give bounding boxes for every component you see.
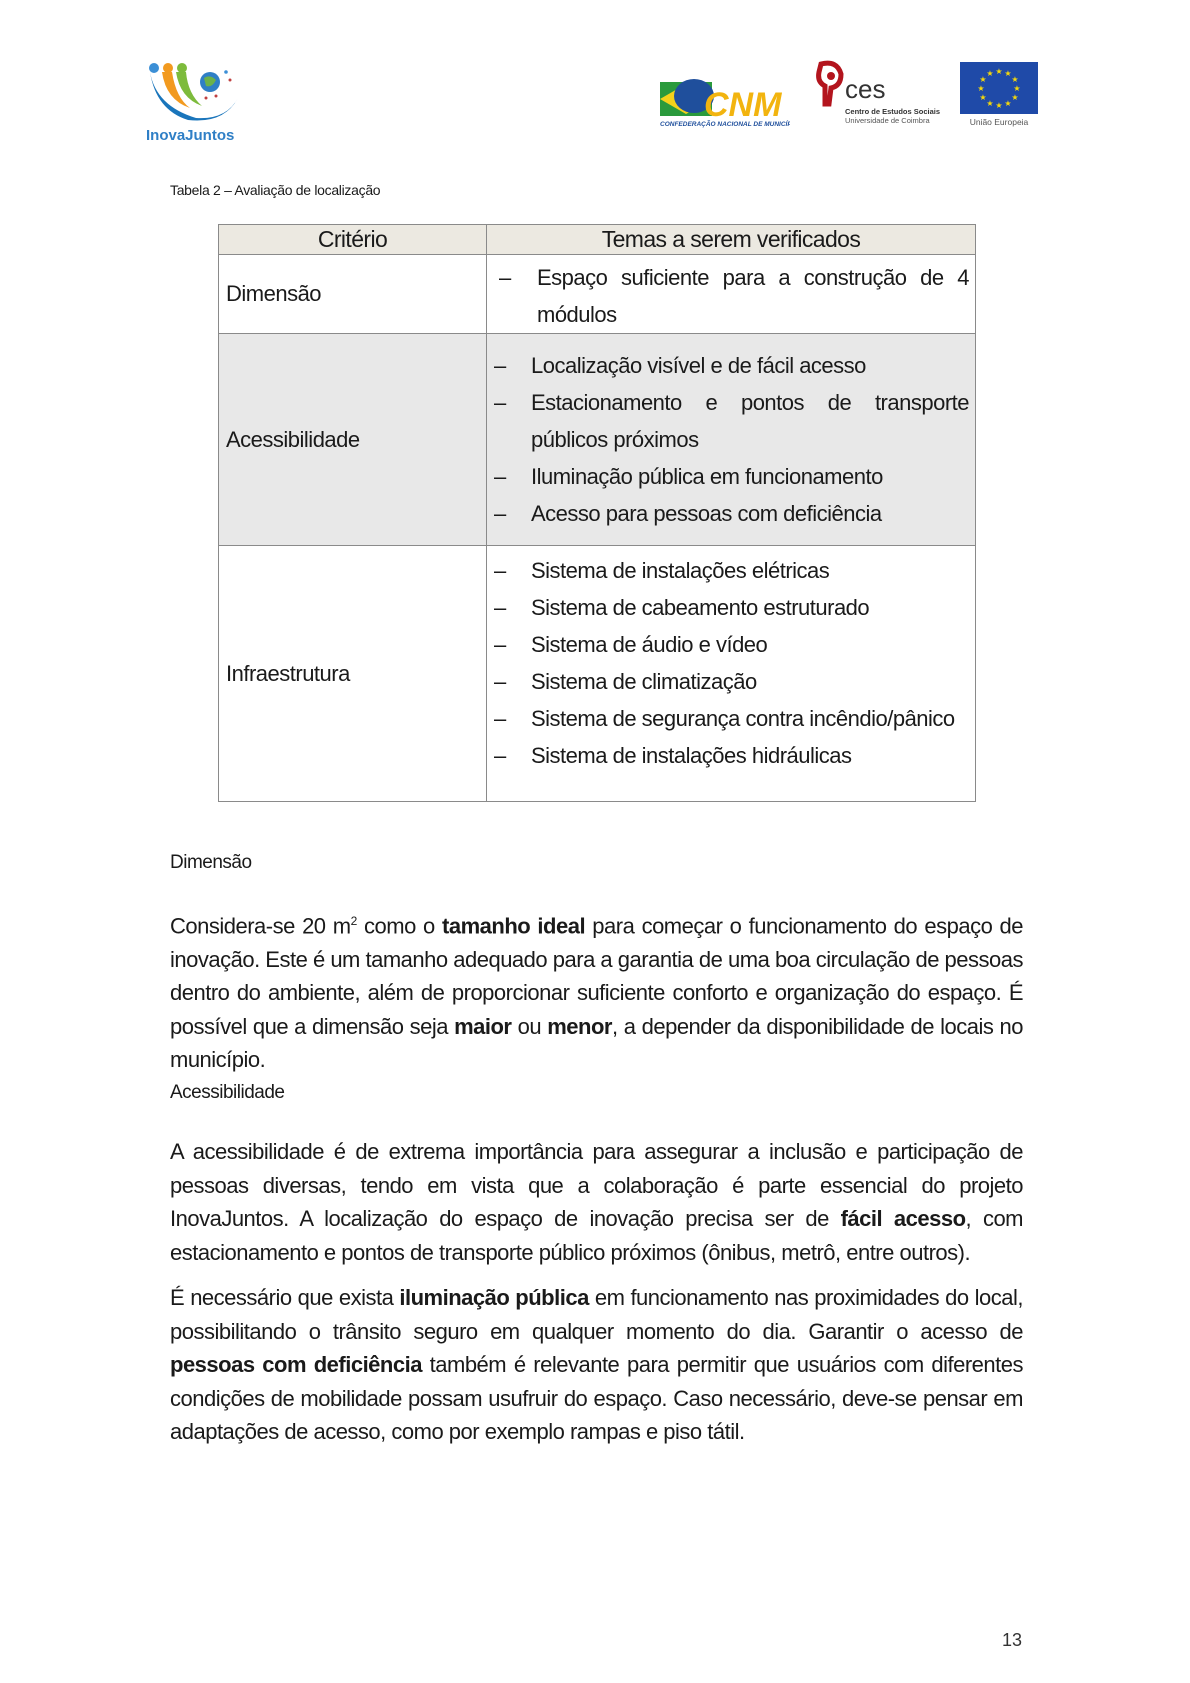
section-heading-dimensao: Dimensão bbox=[170, 852, 252, 873]
svg-text:Centro de Estudos Sociais: Centro de Estudos Sociais bbox=[845, 107, 940, 116]
svg-text:★: ★ bbox=[995, 101, 1003, 110]
list-item: – Estacionamento e pontos de transporte públicos próximos bbox=[487, 384, 969, 458]
svg-text:★: ★ bbox=[1004, 99, 1012, 108]
table-row bbox=[219, 334, 976, 546]
ces-logo bbox=[815, 60, 940, 128]
list-item: – Acesso para pessoas com deficiência bbox=[487, 495, 969, 532]
items-cell bbox=[487, 334, 976, 546]
svg-text:★: ★ bbox=[995, 67, 1003, 76]
svg-text:ces: ces bbox=[845, 74, 886, 104]
svg-text:★: ★ bbox=[1011, 93, 1019, 102]
table-header-row bbox=[219, 225, 976, 255]
svg-text:★: ★ bbox=[979, 75, 987, 84]
svg-text:★: ★ bbox=[977, 84, 985, 93]
svg-text:InovaJuntos: InovaJuntos bbox=[146, 127, 235, 144]
svg-text:União Europeia: União Europeia bbox=[969, 117, 1029, 127]
inovajuntos-logo bbox=[146, 58, 246, 144]
table-row bbox=[219, 546, 976, 802]
paragraph-acessibilidade-1: A acessibilidade é de extrema importância para assegurar a inclusão e participação de pessoas diversas, tendo em vista que a colaboração é parte essencial do projeto InovaJuntos. A localização do espaço de inovação precisa ser de fácil acesso, com estacionamento e pontos de transporte público próximos (ônibus, metrô, entre outros). bbox=[170, 1139, 1024, 1265]
list-item: – Sistema de instalações hidráulicas bbox=[487, 737, 969, 774]
column-header-temas: Temas a serem verificados bbox=[487, 225, 976, 255]
eu-flag-logo bbox=[960, 62, 1040, 128]
column-header-criterio: Critério bbox=[219, 225, 487, 255]
list-item: – Localização visível e de fácil acesso bbox=[487, 347, 969, 384]
list-item: – Espaço suficiente para a construção de 4 módulos bbox=[487, 259, 969, 333]
criterion-cell: Dimensão bbox=[219, 255, 487, 334]
criterion-cell: Infraestrutura bbox=[219, 546, 487, 802]
section-heading-acessibilidade: Acessibilidade bbox=[170, 1082, 285, 1103]
items-cell bbox=[487, 255, 976, 334]
criterion-cell: Acessibilidade bbox=[219, 334, 487, 546]
list-item: – Sistema de instalações elétricas bbox=[487, 552, 969, 589]
svg-text:Universidade de Coimbra: Universidade de Coimbra bbox=[845, 116, 930, 125]
items-cell bbox=[487, 546, 976, 802]
paragraph-dimensao: Considera-se 20 $m^2$ como o tamanho ideal para começar o funcionamento do espaço de inovação. Este é um tamanho adequado para a garantia de uma boa circulação de pessoas dentro do ambiente, além de proporcionar suficiente conforto e organização do espaço. É possível que a dimensão seja maior ou menor, a depender da disponibilidade de locais no município. bbox=[170, 913, 1024, 1073]
list-item: – Sistema de cabeamento estruturado bbox=[487, 589, 969, 626]
list-item: – Sistema de áudio e vídeo bbox=[487, 626, 969, 663]
svg-text:★: ★ bbox=[986, 69, 994, 78]
list-item: – Iluminação pública em funcionamento bbox=[487, 458, 969, 495]
paragraph-acessibilidade-2: É necessário que exista iluminação pública em funcionamento nas proximidades do local, possibilitando o trânsito seguro em qualquer momento do dia. Garantir o acesso de pessoas com deficiência também é relevante para permitir que usuários com diferentes condições de mobilidade possam usufruir do espaço. Caso necessário, deve-se pensar em adaptações de acesso, como por exemplo rampas e piso tátil. bbox=[170, 1285, 1024, 1444]
svg-text:★: ★ bbox=[979, 93, 987, 102]
svg-text:★: ★ bbox=[1004, 69, 1012, 78]
svg-text:CONFEDERAÇÃO NACIONAL DE MUNIC: CONFEDERAÇÃO NACIONAL DE MUNICÍPIOS bbox=[660, 121, 790, 128]
location-evaluation-table bbox=[218, 224, 976, 802]
list-item: – Sistema de segurança contra incêndio/pânico bbox=[487, 700, 969, 737]
table-row bbox=[219, 255, 976, 334]
cnm-logo bbox=[660, 70, 790, 128]
page-number: 13 bbox=[1002, 1630, 1023, 1650]
list-item: – Sistema de climatização bbox=[487, 663, 969, 700]
svg-text:CNM: CNM bbox=[704, 86, 782, 124]
svg-text:★: ★ bbox=[986, 99, 994, 108]
table-caption: Tabela 2 – Avaliação de localização bbox=[170, 182, 381, 198]
svg-text:★: ★ bbox=[1011, 75, 1019, 84]
svg-text:★: ★ bbox=[1013, 84, 1021, 93]
